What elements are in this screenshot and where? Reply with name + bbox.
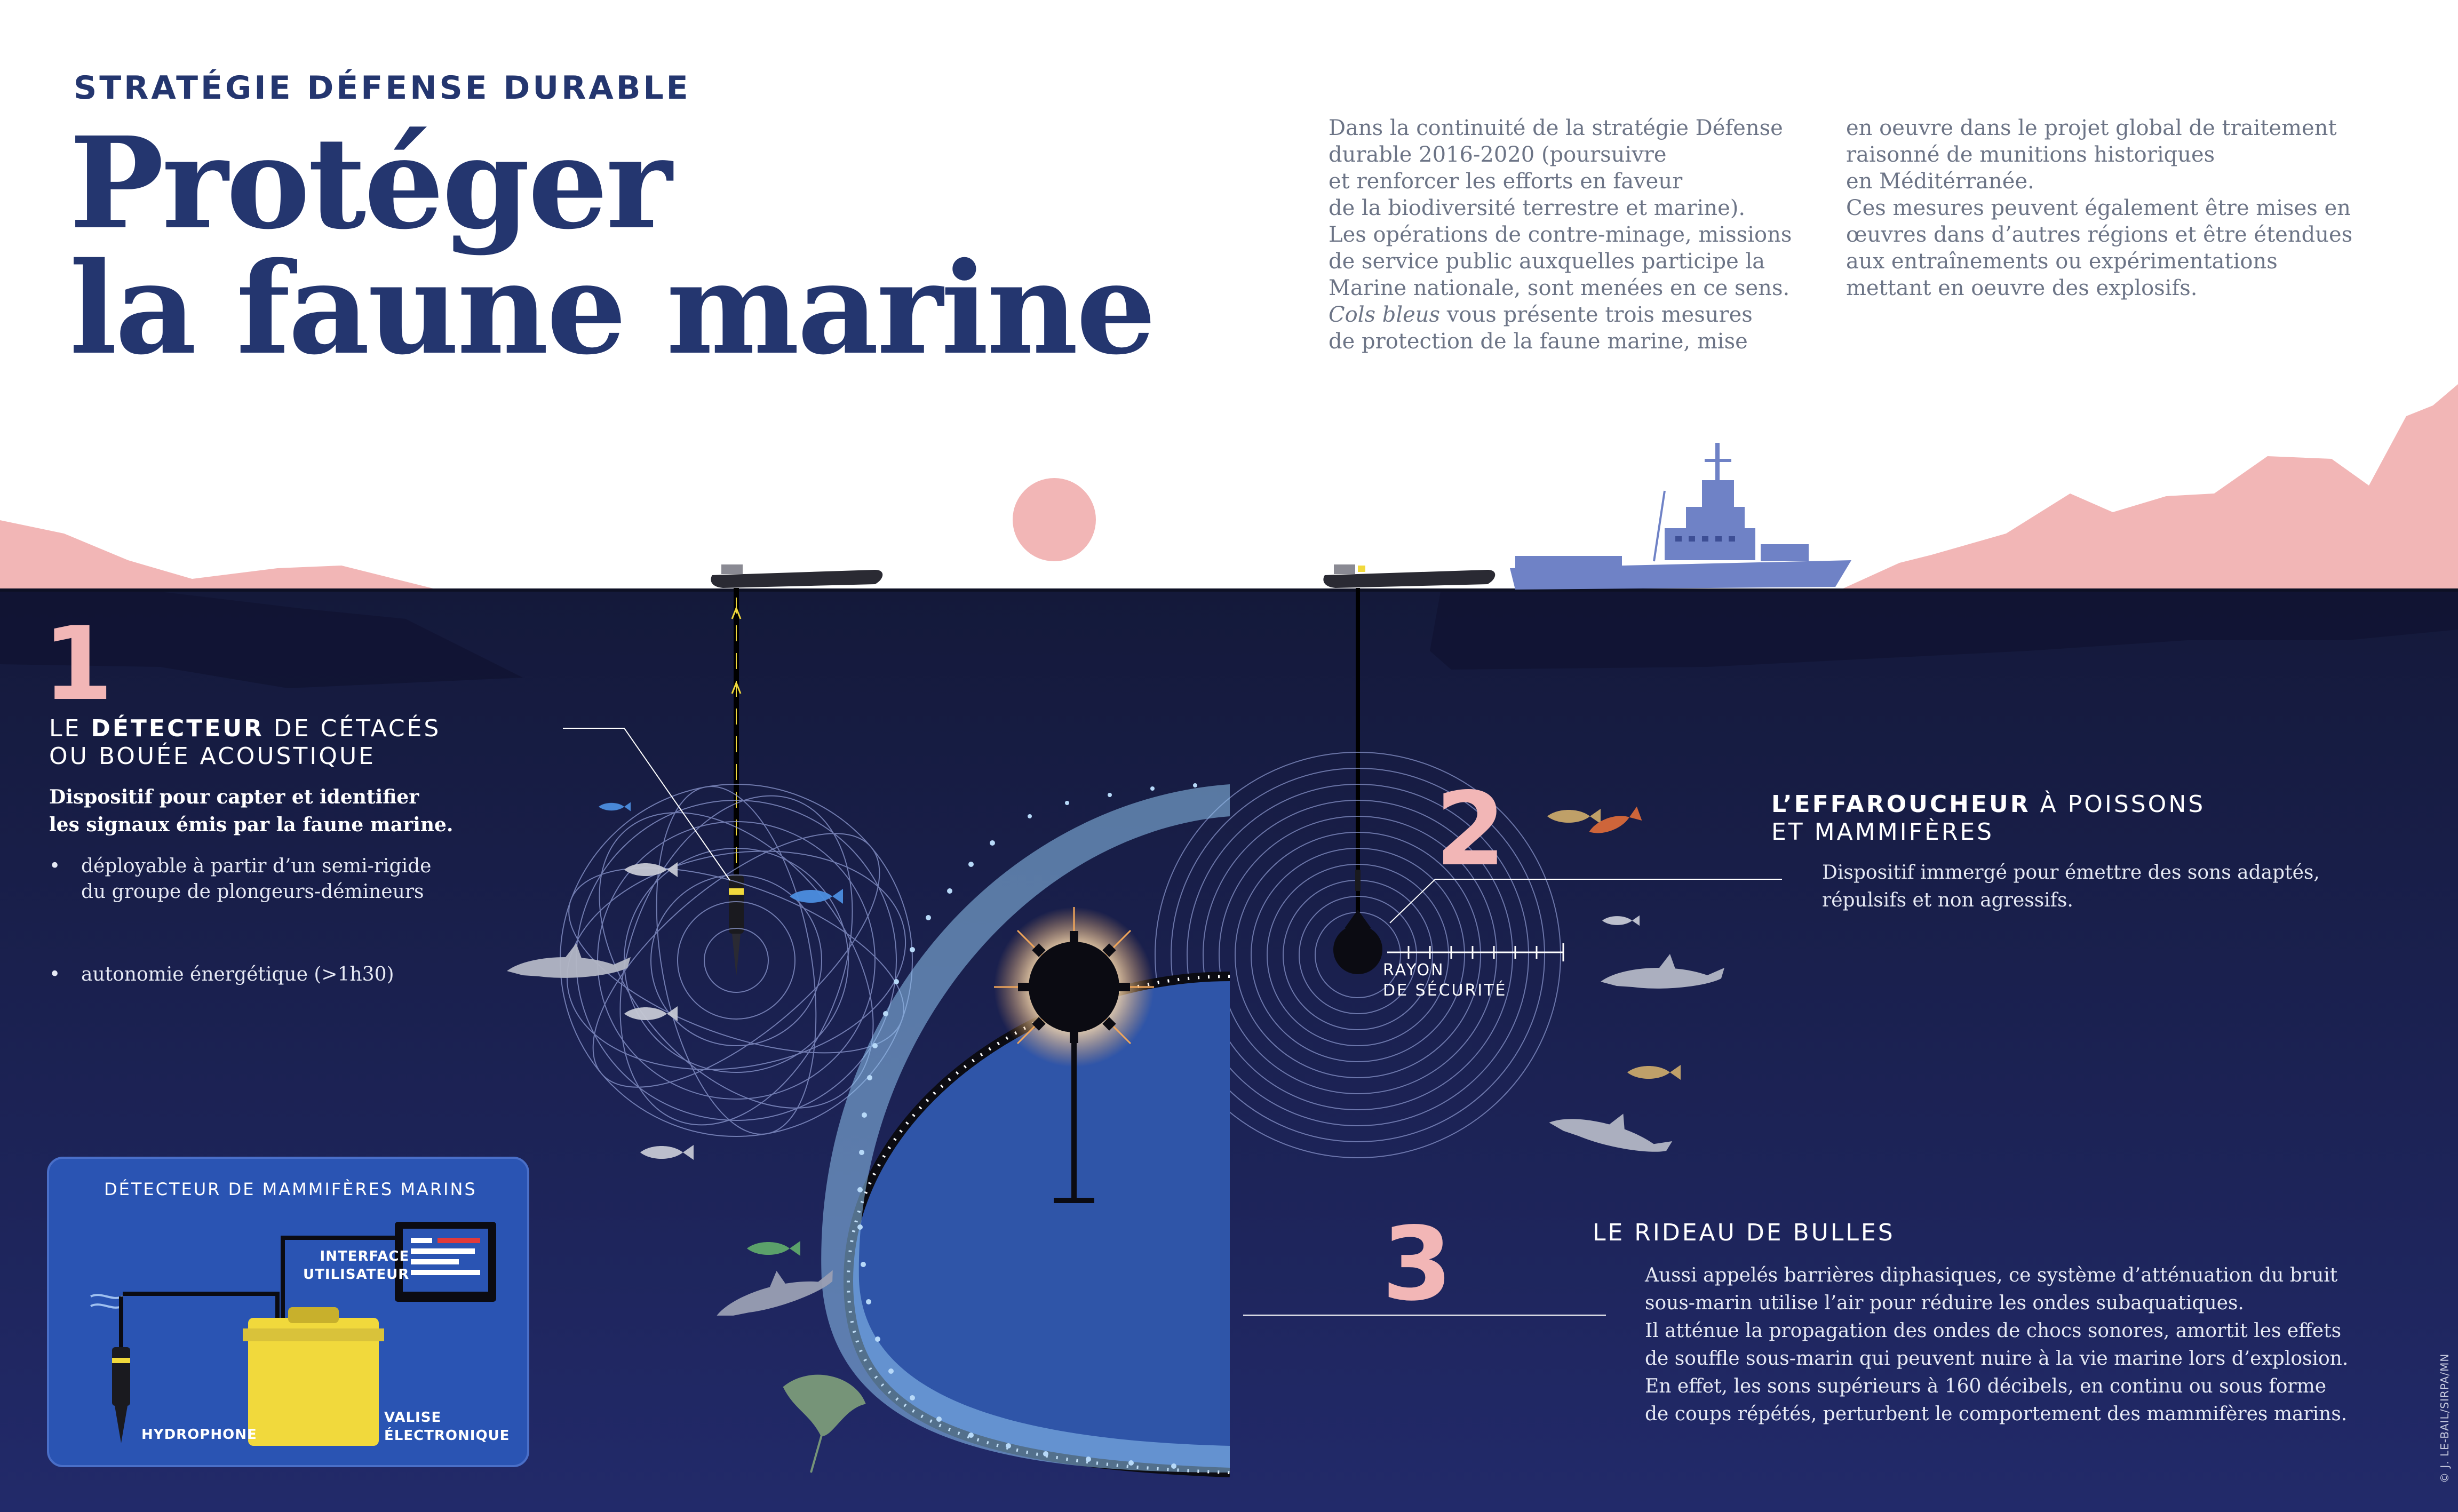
intro-col1-text-after: vous présente trois mesures de protection de la faune marine, mise — [1329, 303, 1753, 354]
section-1-heading-pre: LE — [49, 715, 91, 742]
section-3-body: Aussi appelés barrières diphasiques, ce système d’atténuation du bruit sous-marin utilise l’air pour réduire les ondes subaquatiques. Il atténue la propagation des ondes de chocs sonores, amortit les effets de souffle sous-marin qui peuvent nuire à la vie marine lors d’explosion. En effet, les sons supérieurs à 160 décibels, en continu ou sous forme de coups répétés, perturbent le comportement des mammifères marins. — [1645, 1264, 2349, 1425]
panel-title: DÉTECTEUR DE MAMMIFÈRES MARINS — [104, 1179, 477, 1199]
section-1-bullet-2: • autonomie énergétique (>1h30) — [49, 962, 2458, 988]
section-2-number: 2 — [1435, 770, 1506, 888]
section-2-heading-bold: L’EFFAROUCHEUR — [1771, 791, 2031, 818]
section-2-heading — [1771, 791, 2205, 846]
label-hydrophone: HYDROPHONE — [141, 1427, 257, 1443]
intro-col1-text: Dans la continuité de la stratégie Défense durable 2016-2020 (poursuivre et renforcer les efforts en faveur de la biodiversité terrestre et marine). Les opérations de contre-minage, missions de service public auxquelles participe la Marine nationale, sont menées en ce sens. — [1329, 116, 1792, 300]
label-user-interface: INTERFACE UTILISATEUR — [303, 1248, 410, 1283]
left-mountains — [0, 520, 437, 590]
right-mountains — [1841, 384, 2458, 590]
label-electronic-case: VALISE ÉLECTRONIQUE — [384, 1410, 510, 1444]
section-1-heading — [49, 715, 441, 770]
section-3-number: 3 — [1382, 1205, 1453, 1323]
page-title-line-2: la faune marine — [69, 234, 1155, 383]
kicker: STRATÉGIE DÉFENSE DURABLE — [74, 69, 691, 107]
section-1-number: 1 — [43, 605, 114, 723]
section-1-bullet-1: • déployable à partir d’un semi-rigide du groupe de plongeurs-démineurs — [49, 854, 2458, 905]
section-1-lead: Dispositif pour capter et identifier les signaux émis par la faune marine. — [49, 786, 454, 836]
intro-column-1 — [1329, 115, 1835, 355]
section-3-heading: LE RIDEAU DE BULLES — [1593, 1219, 1895, 1246]
section-2-body: Dispositif immergé pour émettre des sons adaptés, répulsifs et non agressifs. — [1822, 862, 2320, 911]
safety-radius-label: RAYON DE SÉCURITÉ — [1383, 961, 1507, 1000]
page-title-line-1: Protéger — [69, 109, 670, 257]
photo-credit: © J. LE-BAIL/SIRPA/MN — [2438, 1353, 2451, 1483]
section-2-heading-line2: ET MAMMIFÈRES — [1771, 818, 1994, 846]
section-2-heading-post: À POISSONS — [2030, 791, 2206, 818]
section-1-heading-line2: OU BOUÉE ACOUSTIQUE — [49, 743, 376, 770]
section-1-heading-post: DE CÉTACÉS — [264, 715, 441, 742]
navy-ship — [1510, 443, 1851, 590]
sun — [1013, 478, 1096, 561]
intro-col1-emphasis: Cols bleus — [1329, 303, 1441, 327]
section-1-heading-bold: DÉTECTEUR — [91, 715, 264, 742]
intro-column-2: en oeuvre dans le projet global de traitement raisonné de munitions historiques en Méditérranée. Ces mesures peuvent également être mises en œuvres dans d’autres régions et être étendues aux entraînements ou expérimentations mettant en oeuvre des explosifs. — [1846, 116, 2353, 300]
